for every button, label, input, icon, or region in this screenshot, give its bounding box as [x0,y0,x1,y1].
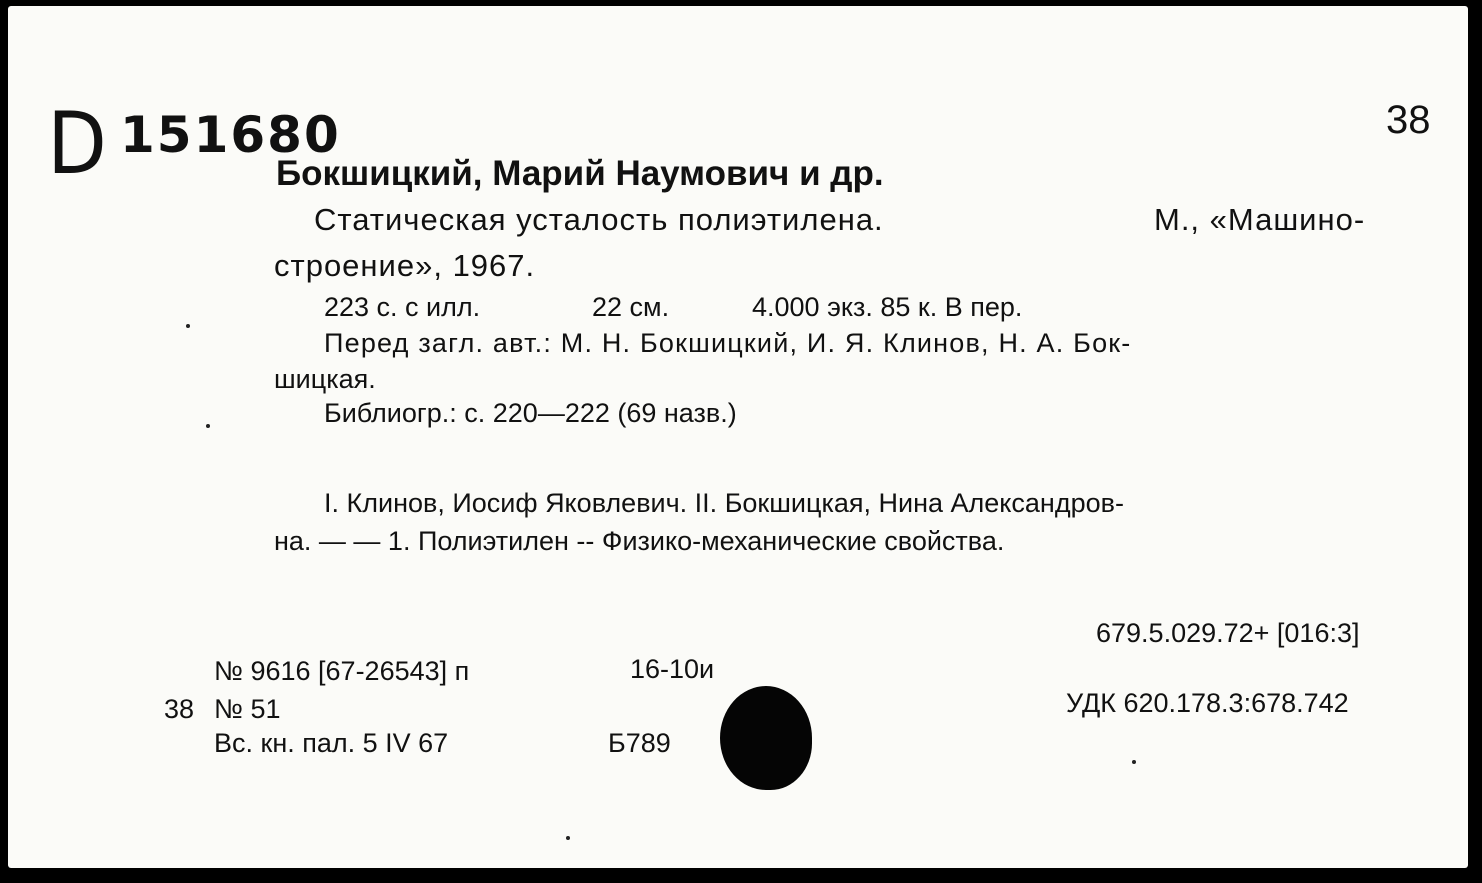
print-code: Б789 [608,728,671,758]
class-number: 38 [1386,98,1431,142]
physical-description: 223 с. с илл. [324,292,481,322]
chamber-note: Вс. кн. пал. 5 IV 67 [214,728,449,758]
author-heading: Бокшицкий, Марий Наумович и др. [276,154,884,193]
speck [566,836,570,840]
publisher-start: М., «Машино- [1154,202,1366,237]
print-run: 4.000 экз. 85 к. В пер. [752,292,1023,322]
authors-note-line2: шицкая. [274,364,376,394]
speck [186,324,190,328]
size: 22 см. [592,292,670,322]
authors-note-line1: Перед загл. авт.: М. Н. Бокшицкий, И. Я. Клинов, Н. А. Бок- [324,328,1132,358]
speck [206,424,210,428]
udk-number: УДК 620.178.3:678.742 [1066,688,1349,718]
punch-hole [720,686,812,790]
speck [1132,760,1136,764]
shelf-prefix: 38 [164,694,195,724]
tracing-line1: I. Клинов, Иосиф Яковлевич. II. Бокшицкая, Нина Александров- [324,488,1124,518]
classification-number: 679.5.029.72+ [016:3] [1096,618,1360,648]
catalog-card [8,6,1468,868]
title-line1: Статическая усталость полиэтилена. [314,202,884,237]
title-line2: строение», 1967. [274,248,536,283]
bibliography: Библиогр.: с. 220—222 (69 назв.) [324,398,737,428]
order-code: 16-10и [630,654,715,684]
tracing-line2: на. — — 1. Полиэтилен -- Физико-механические свойства. [274,526,1005,556]
shelf-number: № 51 [214,694,281,724]
handwritten-number: 151680 [120,106,341,164]
handwritten-letter: D [47,94,107,194]
order-number: № 9616 [67-26543] п [214,656,470,686]
